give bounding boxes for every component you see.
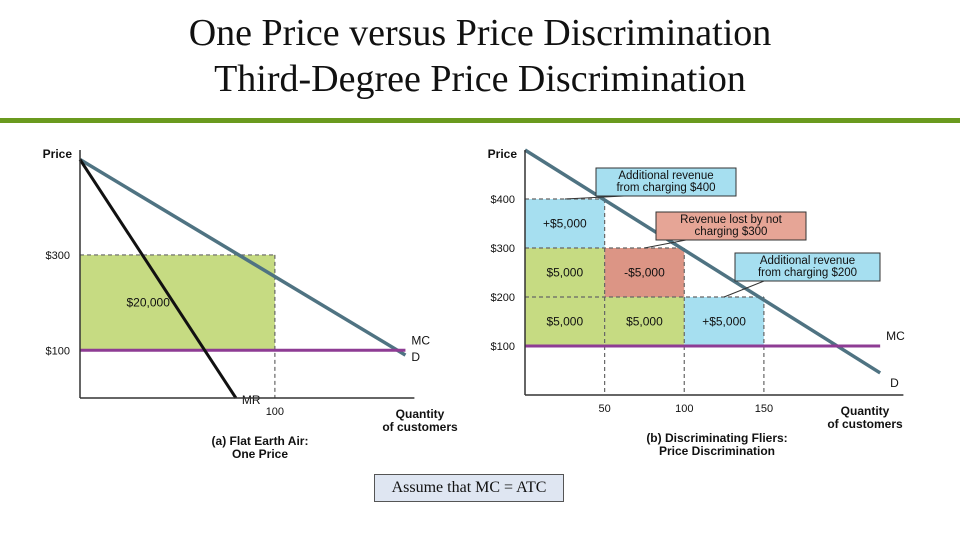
callout-text: Revenue lost by not (680, 214, 782, 226)
demand-label: D (411, 350, 421, 365)
region-value-label: $5,000 (546, 265, 584, 280)
region-value-label: $20,000 (126, 295, 170, 310)
title-rule (0, 118, 960, 123)
region-value-label: +$5,000 (542, 216, 587, 231)
callout-text: Additional revenue (759, 255, 856, 267)
y-tick-label: $300 (490, 243, 515, 255)
callout-text: from charging $200 (757, 267, 858, 279)
chart-caption: (b) Discriminating Fliers: (646, 431, 788, 445)
y-tick-label: $200 (490, 292, 515, 304)
x-tick-label: 100 (265, 406, 285, 418)
chart-price-discrimination (470, 130, 960, 475)
slide-title-line1: One Price versus Price Discrimination (188, 12, 772, 54)
region-value-label: $5,000 (546, 314, 584, 329)
chart-caption: Price Discrimination (658, 444, 776, 458)
x-tick-label: 100 (675, 403, 694, 415)
assumption-note: Assume that MC = ATC (374, 474, 564, 502)
y-tick-label: $100 (490, 341, 515, 353)
x-axis-label: Quantity (840, 404, 890, 418)
mc-label: MC (411, 333, 431, 348)
callout-text: Additional revenue (618, 170, 714, 182)
x-axis-label: Quantity (395, 407, 445, 421)
region-green (80, 255, 275, 350)
mr-label: MR (241, 393, 261, 407)
chart-caption: (a) Flat Earth Air: (211, 434, 309, 448)
callout-text: from charging $400 (616, 182, 716, 194)
x-axis-label: of customers (827, 417, 903, 431)
chart-one-price (0, 130, 480, 475)
y-tick-label: $400 (490, 194, 515, 206)
chart-caption: One Price (231, 447, 289, 461)
region-value-label: $5,000 (626, 314, 663, 329)
x-tick-label: 50 (598, 403, 611, 415)
demand-label: D (890, 375, 899, 390)
y-axis-label: Price (42, 147, 72, 161)
slide-title-line2: Third-Degree Price Discrimination (214, 58, 746, 100)
y-axis-label: Price (487, 147, 517, 161)
y-tick-label: $300 (45, 249, 70, 262)
mc-label: MC (886, 329, 905, 343)
x-axis-label: of customers (382, 420, 458, 434)
callout-text: charging $300 (694, 226, 768, 238)
region-value-label: +$5,000 (702, 314, 746, 329)
y-tick-label: $100 (45, 345, 70, 358)
x-tick-label: 150 (754, 403, 774, 415)
region-value-label: -$5,000 (624, 265, 665, 280)
